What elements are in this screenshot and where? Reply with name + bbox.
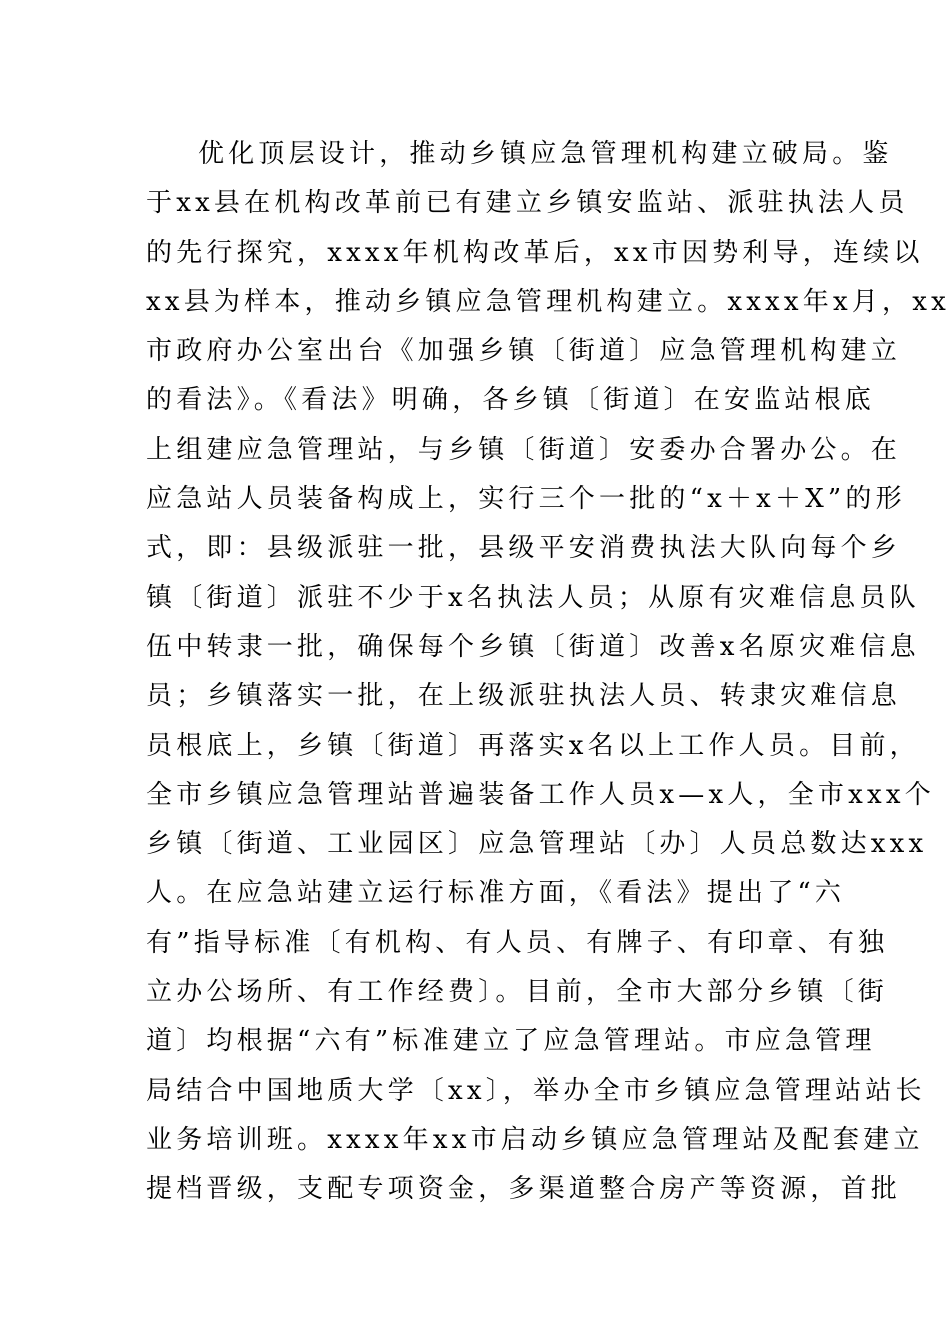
text-line: 道〕均根据“六有”标准建立了应急管理站。市应急管理 [146, 1026, 876, 1057]
text-line: 员；乡镇落实一批，在上级派驻执法人员、转隶灾难信息 [146, 681, 902, 712]
text-line: 业务培训班。xxxx年xx市启动乡镇应急管理站及配套建立 [146, 1124, 924, 1155]
text-line: 乡镇〔街道、工业园区〕应急管理站〔办〕人员总数达xxx [146, 829, 928, 860]
text-line: 镇〔街道〕派驻不少于x名执法人员；从原有灾难信息员队 [146, 582, 920, 613]
text-line: xx县为样本，推动乡镇应急管理机构建立。xxxx年x月，xx [146, 286, 950, 317]
text-line: 伍中转隶一批，确保每个乡镇〔街道〕改善x名原灾难信息 [146, 631, 920, 662]
text-line: 式，即：县级派驻一批，县级平安消费执法大队向每个乡 [146, 533, 902, 564]
text-line: 员根底上，乡镇〔街道〕再落实x名以上工作人员。目前， [146, 730, 920, 761]
text-line: 人。在应急站建立运行标准方面，《看法》提出了“六 [146, 878, 846, 909]
text-line: 有”指导标准〔有机构、有人员、有牌子、有印章、有独 [146, 927, 889, 958]
text-line: 局结合中国地质大学〔xx〕，举办全市乡镇应急管理站站长 [146, 1075, 926, 1106]
text-line: 提档晋级，支配专项资金，多渠道整合房产等资源，首批 [146, 1174, 902, 1205]
text-line: 上组建应急管理站，与乡镇〔街道〕安委办合署办公。在 [146, 434, 902, 465]
text-line: 立办公场所、有工作经费〕。目前，全市大部分乡镇〔街 [146, 977, 889, 1008]
text-line: 全市乡镇应急管理站普遍装备工作人员x—x人，全市xxx个 [146, 779, 935, 810]
text-line: 应急站人员装备构成上，实行三个一批的“x＋x＋X”的形 [146, 484, 906, 515]
text-line: 于xx县在机构改革前已有建立乡镇安监站、派驻执法人员 [146, 188, 909, 219]
text-line: 的看法》。《看法》明确，各乡镇〔街道〕在安监站根底 [146, 385, 876, 416]
body-paragraph [146, 130, 950, 1215]
text-line: 市政府办公室出台《加强乡镇〔街道〕应急管理机构建立 [146, 336, 902, 367]
text-line: 优化顶层设计，推动乡镇应急管理机构建立破局。鉴 [198, 139, 893, 169]
text-line: 的先行探究，xxxx年机构改革后，xx市因势利导，连续以 [146, 237, 924, 268]
